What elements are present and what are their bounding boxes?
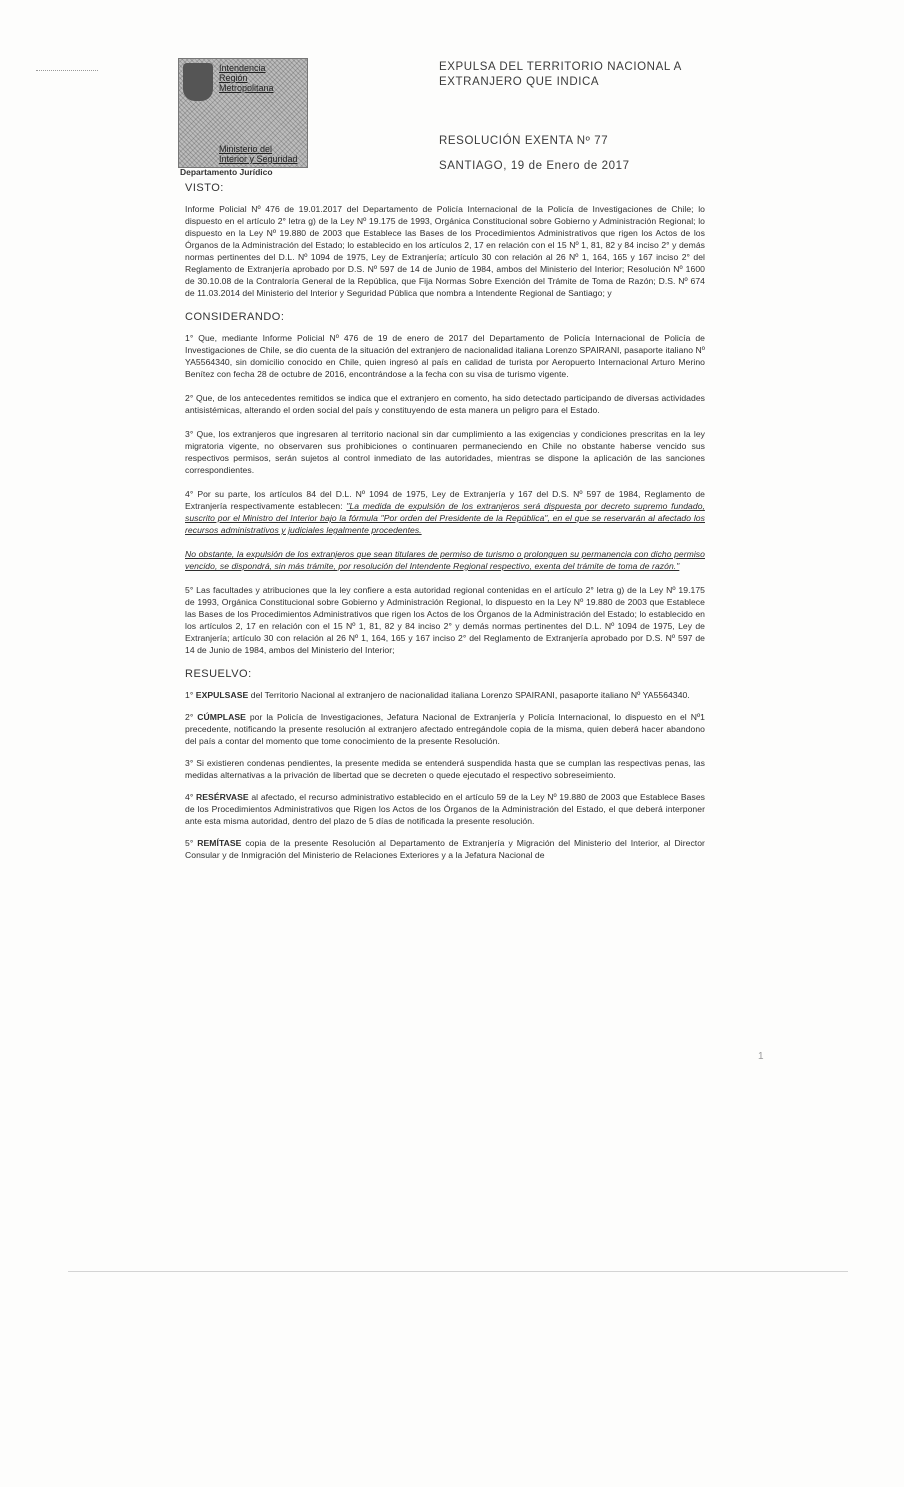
resuelvo-1-verb: EXPULSASE — [195, 690, 249, 700]
considerando-5: 5° Las facultades y atribuciones que la ley confiere a esta autoridad regional contenidas en el artículo 2° letra g) de la Ley Nº 19.175 de 1993, Orgánica Constitucional sobre Gobierno y Administración Regional, lo dispuesto en la Ley Nº 19.880 de 2003 que Establece las Bases de los Procedimientos Administrativos que rigen los Actos de los Órganos de la Administración del Estado; lo establecido en los artículos 2, 17 en relación con el 15 Nº 1, 81, 82 y 84 inciso 2° y demás normas pertinentes del D.L. Nº 1094 de 1975, Ley de Extranjería; artículo 30 con relación al 26 Nº 1, 164, 165 y 167 inciso 2° del Reglamento de Extranjería aprobado por D.S. Nº 597 de 14 de Junio de 1984, ambos del Ministerio del Interior; — [185, 585, 705, 655]
seal-text: Metropolitana — [219, 83, 274, 93]
resuelvo-5-num: 5° — [185, 838, 194, 848]
resuelvo-5 — [185, 837, 705, 861]
resuelvo-2 — [185, 711, 705, 747]
considerando-2: 2° Que, de los antecedentes remitidos se indica que el extranjero en comento, ha sido detectado participando de diversas actividades antisistémicas, alterando el orden social del país y constituyendo de esta manera un peligro para el Estado. — [185, 393, 705, 415]
department-label: Departamento Jurídico — [180, 167, 273, 177]
resuelvo-4-num: 4° — [185, 792, 194, 802]
letterhead-seal — [178, 58, 308, 168]
title-line: EXTRANJERO QUE INDICA — [439, 76, 600, 88]
coat-of-arms-icon — [183, 63, 213, 101]
seal-text: Ministerio del — [219, 144, 273, 154]
resuelvo-1 — [185, 689, 705, 701]
seal-text: Intendencia — [219, 63, 266, 73]
document-title — [439, 60, 739, 90]
considerando-1: 1° Que, mediante Informe Policial Nº 476 de 19 de enero de 2017 del Departamento de Policía Internacional de Policía de Investigaciones de Chile, se dio cuenta de la situación del extranjero de nacionalidad italiana Lorenzo SPAIRANI, pasaporte italiano Nº YA5564340, sin domicilio conocido en Chile, quien ingresó al país en calidad de turista por Aeropuerto Internacional Arturo Merino Benítez con fecha 28 de octubre de 2016, encontrándose a la fecha con su visa de turismo vigente. — [185, 333, 705, 379]
resuelvo-2-verb: CÚMPLASE — [197, 712, 246, 722]
resuelvo-1-text: del Territorio Nacional al extranjero de nacionalidad italiana Lorenzo SPAIRANI, pasaporte italiano Nº YA5564340. — [250, 690, 690, 700]
scan-mark — [36, 70, 98, 75]
resuelvo-4 — [185, 791, 705, 827]
seal-text: Región — [219, 73, 248, 83]
considerando-3: 3° Que, los extranjeros que ingresaren al territorio nacional sin dar cumplimiento a las exigencias y condiciones prescritas en la ley migratoria vigente, no observaren sus prohibiciones o continuaren permaneciendo en Chile no obstante haberse vencido sus respectivos permisos, serán sujetos al control inmediato de las autoridades, mientras se dispone la aplicación de las sanciones correspondientes. — [185, 429, 705, 475]
seal-text: Interior y Seguridad — [219, 154, 298, 164]
considerando-4-quote: "La medida de expulsión de los extranjeros será dispuesta por decreto supremo fundado, suscrito por el Ministro del Interior bajo la fórmula "Por orden del Presidente de la República", en el que se reservarán al afectado los recursos administrativos y judiciales legalmente procedentes. — [185, 501, 705, 535]
resuelvo-4-verb: RESÉRVASE — [196, 792, 249, 802]
resolution-number: RESOLUCIÓN EXENTA Nº 77 — [439, 135, 609, 147]
resuelvo-5-text: copia de la presente Resolución al Departamento de Extranjería y Migración del Ministerio del Interior, al Director Consular y de Inmigración del Ministerio de Relaciones Exteriores y a la Jefatura Nacional de — [185, 838, 705, 860]
section-heading-considerando: CONSIDERANDO: — [185, 311, 285, 323]
page-number: 1 — [758, 1051, 764, 1062]
visto-paragraph: Informe Policial Nº 476 de 19.01.2017 del Departamento de Policía Internacional de la Policía de Investigaciones de Chile; lo dispuesto en el artículo 2° letra g) de la Ley Nº 19.175 de 1993, Orgánica Constitucional sobre Gobierno y Administración Regional; lo dispuesto en la Ley Nº 19.880 de 2003 que Establece las Bases de los Procedimientos Administrativos que rigen los Actos de los Órganos de la Administración del Estado; lo establecido en los artículos 2, 17 en relación con el 15 Nº 1, 81, 82 y 84 inciso 2° y demás normas pertinentes del D.L. Nº 1094 de 1975, Ley de Extranjería; artículo 30 con relación al 26 Nº 1, 164, 165 y 167 inciso 2° del Reglamento de Extranjería aprobado por D.S. Nº 597 de 14 de Junio de 1984, ambos del Ministerio del Interior; Resolución Nº 1600 de 30.10.08 de la Contraloría General de la República, que Fija Normas Sobre Exención del Trámite de Toma de Razón; D.S. Nº 674 de 11.03.2014 del Ministerio del Interior y Seguridad Pública que nombra a Intendente Regional de Santiago; y — [185, 204, 705, 298]
considerando-4-text: 4° Por su parte, los artículos 84 del D.L. Nº 1094 de 1975, Ley de Extranjería y 167 del D.S. Nº 597 de 1984, Reglamento de Extranjería respectivamente establecen: — [185, 489, 705, 511]
page-divider — [68, 1271, 848, 1272]
resuelvo-2-num: 2° — [185, 712, 194, 722]
considerando-4-continued — [185, 548, 705, 572]
resuelvo-4-text: al afectado, el recurso administrativo establecido en el artículo 59 de la Ley Nº 19.880 de 2003 que Establece Bases de los Procedimientos Administrativos que Rigen los Actos de los Órganos de la Administración del Estado, el que deberá interponer ante esta misma autoridad, dentro del plazo de 5 días de notificada la presente resolución. — [185, 792, 705, 826]
considerando-4 — [185, 488, 705, 536]
resuelvo-3: 3° Si existieren condenas pendientes, la presente medida se entenderá suspendida hasta que se cumplan las respectivas penas, las medidas alternativas a la privación de libertad que se decreten o quede ejecutado el respectivo sobreseimiento. — [185, 758, 705, 780]
document-body — [185, 182, 705, 871]
resuelvo-2-text: por la Policía de Investigaciones, Jefatura Nacional de Extranjería y Policía Internacional, lo dispuesto en el Nº1 precedente, notificando la presente resolución al extranjero afectado entregándole copia de la misma, quien deberá hacer abandono del país a contar del momento que tome conocimiento de la presente Resolución. — [185, 712, 705, 746]
considerando-4-quote-cont: No obstante, la expulsión de los extranjeros que sean titulares de permiso de turismo o prolonguen su permanencia con dicho permiso vencido, se dispondrá, sin más trámite, por resolución del Intendente Regional respectivo, exenta del trámite de toma de razón." — [185, 549, 705, 571]
title-line: EXPULSA DEL TERRITORIO NACIONAL A — [439, 61, 682, 73]
section-heading-visto: VISTO: — [185, 182, 224, 194]
place-date: SANTIAGO, 19 de Enero de 2017 — [439, 160, 630, 172]
resuelvo-1-num: 1° — [185, 690, 194, 700]
resuelvo-5-verb: REMÍTASE — [197, 838, 242, 848]
section-heading-resuelvo: RESUELVO: — [185, 668, 252, 680]
